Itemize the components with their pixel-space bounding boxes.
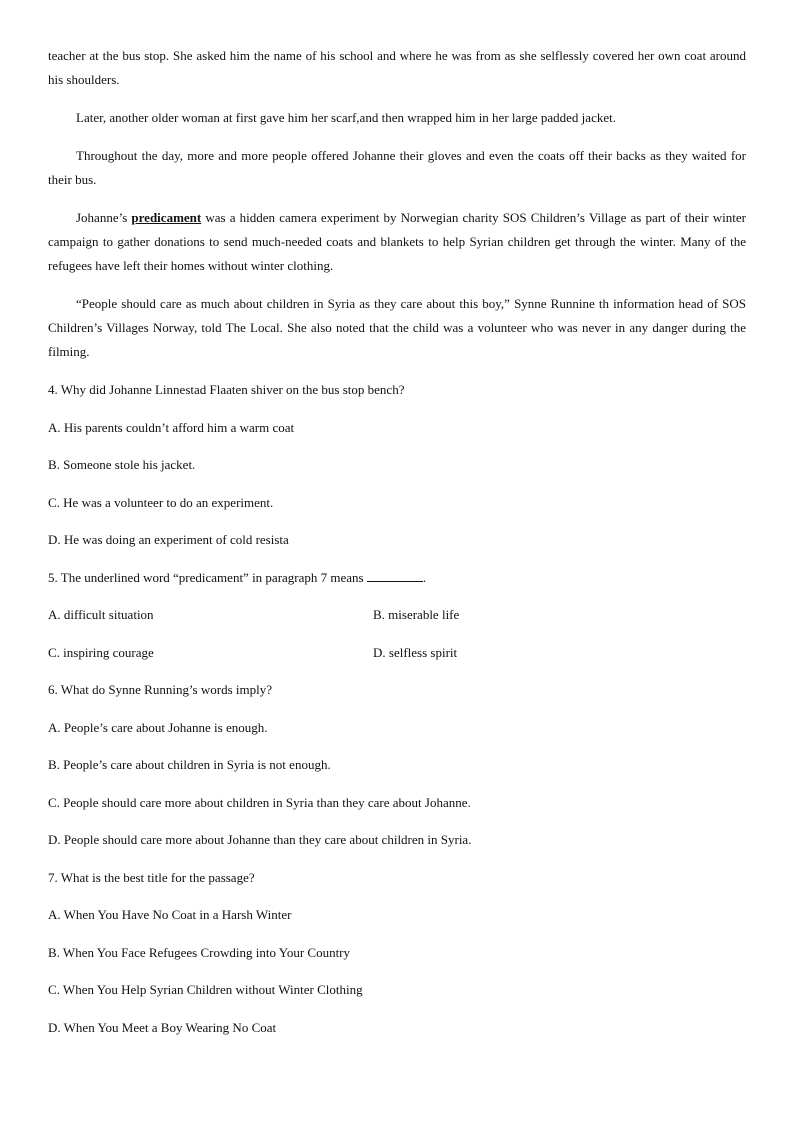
question-5-stem [48, 566, 746, 590]
question-7-option-a: A. When You Have No Coat in a Harsh Winter [48, 907, 292, 922]
question-6-option-b: B. People’s care about children in Syria is not enough. [48, 757, 331, 772]
passage-paragraph-4 [48, 206, 746, 278]
question-7-option-d: D. When You Meet a Boy Wearing No Coat [48, 1019, 277, 1035]
question-5-option-d: D. selfless spirit [373, 644, 458, 660]
question-4-stem: 4. Why did Johanne Linnestad Flaaten shiver on the bus stop bench? [48, 382, 405, 397]
document-page [48, 44, 746, 1053]
question-4-option-a: A. His parents couldn’t afford him a warm coat [48, 419, 295, 435]
passage-paragraph-3: Throughout the day, more and more people offered Johanne their gloves and even the coats off their backs as they waited for their bus. [48, 148, 746, 187]
question-4-option-d: D. He was doing an experiment of cold resista [48, 532, 289, 547]
question-5-options-row-1 [48, 603, 746, 627]
question-5-option-a: A. difficult situation [48, 607, 154, 622]
paragraph-4-rest: was a hidden camera experiment by Norwegian charity SOS Children’s Village as part of their winter campaign to gather donations to send much-needed coats and blankets to help Syrian children get through the winter. Many of the refugees have left their homes without winter clothing. [48, 210, 746, 273]
passage-paragraph-5: “People should care as much about children in Syria as they care about this boy,” Synne Runnine th information head of SOS Children’s Villages Norway, told The Local. She also noted that the child was a volunteer who was never in any danger during the filming. [48, 296, 746, 359]
question-5-option-c: C. inspiring courage [48, 644, 154, 660]
question-6-stem: 6. What do Synne Running’s words imply? [48, 682, 273, 697]
passage-paragraph-2: Later, another older woman at first gave him her scarf,and then wrapped him in her large padded jacket. [76, 110, 616, 125]
question-5-options-row-2 [48, 641, 746, 665]
question-5-stem-text: 5. The underlined word “predicament” in paragraph 7 means [48, 569, 367, 585]
question-6-option-a: A. People’s care about Johanne is enough. [48, 719, 268, 735]
paragraph-4-lead: Johanne’s [76, 210, 132, 225]
question-6-option-d: D. People should care more about Johanne than they care about children in Syria. [48, 832, 472, 847]
question-7-option-c: C. When You Help Syrian Children without Winter Clothing [48, 982, 363, 997]
question-5-stem-end: . [422, 569, 427, 585]
question-4-option-c: C. He was a volunteer to do an experiment. [48, 494, 274, 510]
question-7-stem: 7. What is the best title for the passage? [48, 869, 255, 885]
answer-blank [367, 567, 423, 582]
question-4-option-b: B. Someone stole his jacket. [48, 457, 196, 472]
passage-paragraph-1: teacher at the bus stop. She asked him the name of his school and where he was from as she selflessly covered her own coat around his shoulders. [48, 48, 746, 87]
question-6-option-c: C. People should care more about children in Syria than they care about Johanne. [48, 794, 471, 810]
question-5-option-b: B. miserable life [373, 607, 460, 622]
question-7-option-b: B. When You Face Refugees Crowding into Your Country [48, 944, 351, 960]
underlined-word-predicament: predicament [131, 210, 202, 225]
